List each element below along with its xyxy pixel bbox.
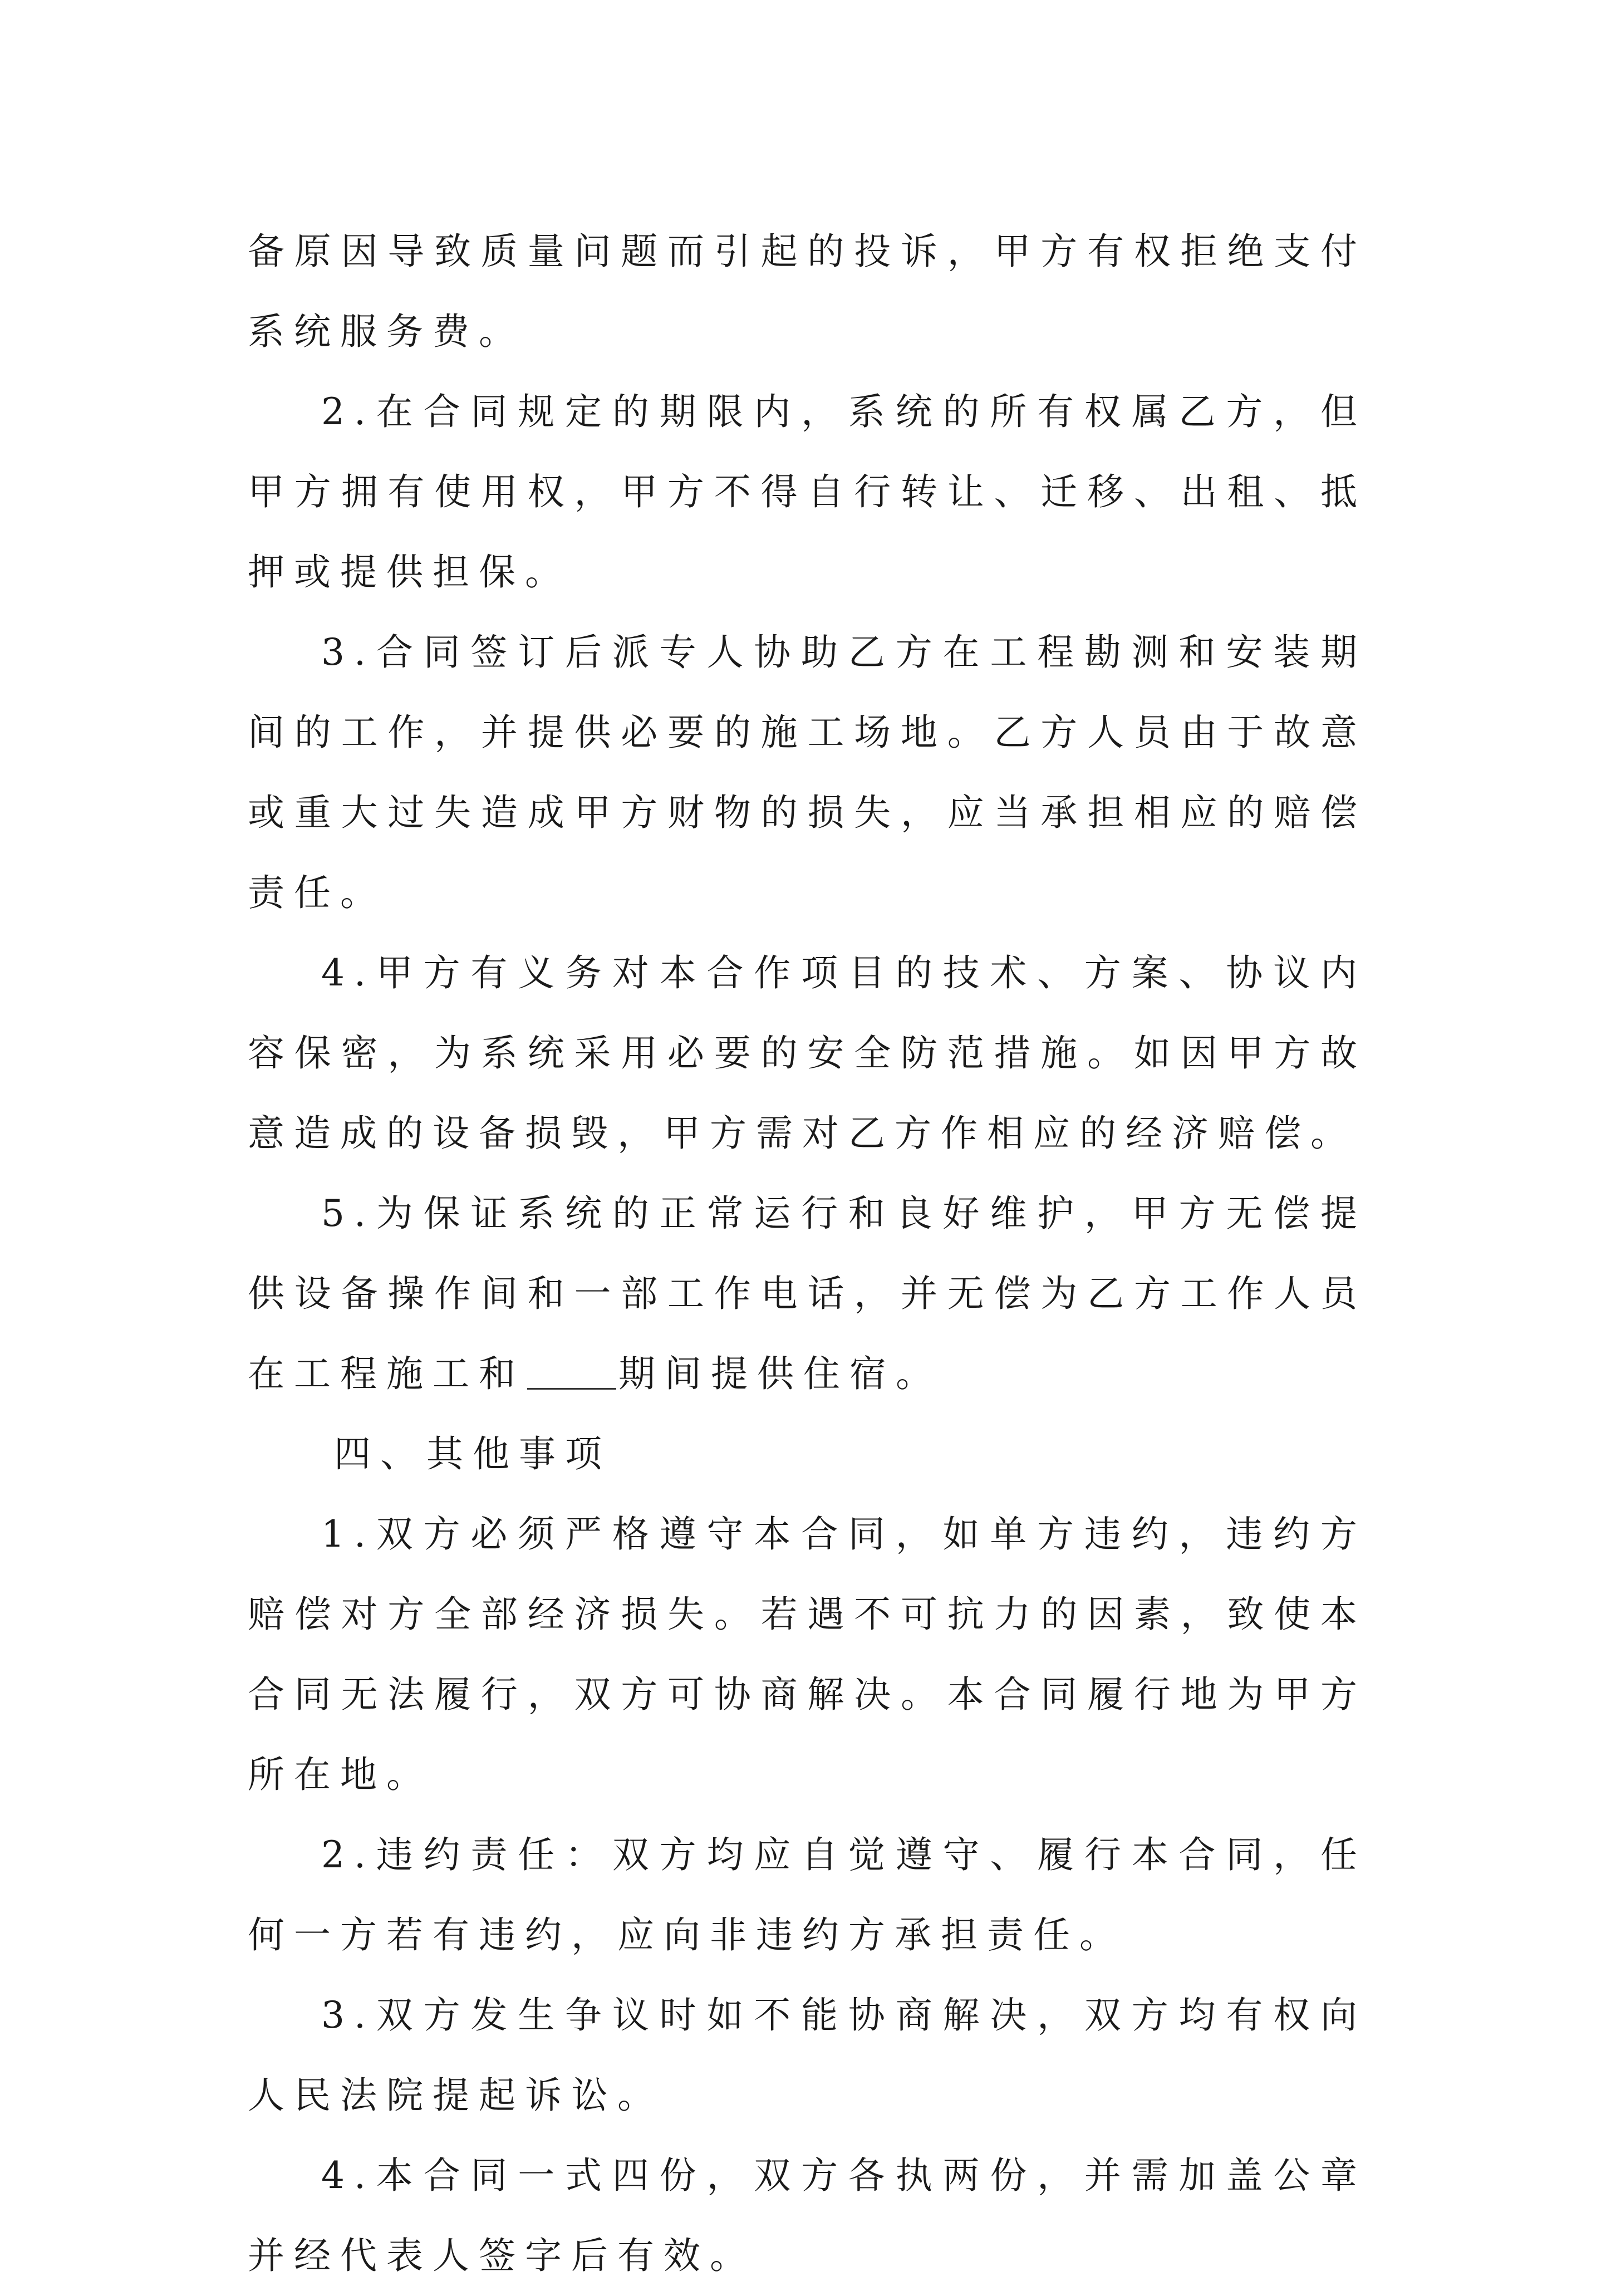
other-item-1-compliance: 1.双方必须严格遵守本合同，如单方违约，违约方赔偿对方全部经济损失。若遇不可抗力的因素，致使本合同无法履行，双方可协商解决。本合同履行地为甲方所在地。: [248, 1513, 1367, 1796]
paragraph-continuation: 备原因导致质量问题而引起的投诉，甲方有权拒绝支付系统服务费。: [248, 230, 1367, 353]
clause-2-ownership: 2.在合同规定的期限内，系统的所有权属乙方，但甲方拥有使用权，甲方不得自行转让、迁移、出租、抵押或提供担保。: [248, 390, 1367, 593]
clause-5-text-part1: 5.为保证系统的正常运行和良好维护，甲方无偿提供设备操作间和一部工作电话，并无偿为乙方工作人员在工程施工和: [248, 1192, 1367, 1395]
other-item-3-dispute: 3.双方发生争议时如不能协商解决，双方均有权向人民法院提起诉讼。: [248, 1994, 1367, 2117]
clause-5-facilities: [248, 1174, 1367, 1414]
clause-5-text-part2: 期间提供住宿。: [618, 1352, 942, 1395]
section-heading-other-matters: 四、其他事项: [334, 1432, 611, 1475]
clause-3-assistance: 3.合同签订后派专人协助乙方在工程勘测和安装期间的工作，并提供必要的施工场地。乙方人员由于故意或重大过失造成甲方财物的损失，应当承担相应的赔偿责任。: [248, 631, 1367, 914]
clause-4-confidentiality: 4.甲方有义务对本合作项目的技术、方案、协议内容保密，为系统采用必要的安全防范措施。如因甲方故意造成的设备损毁，甲方需对乙方作相应的经济赔偿。: [248, 951, 1367, 1155]
other-item-4-copies: 4.本合同一式四份，双方各执两份，并需加盖公章并经代表人签字后有效。: [248, 2154, 1367, 2277]
document-body: [248, 212, 1367, 2296]
other-item-2-liability: 2.违约责任：双方均应自觉遵守、履行本合同，任何一方若有违约，应向非违约方承担责任。: [248, 1833, 1367, 1956]
fill-in-blank: [527, 1351, 616, 1390]
